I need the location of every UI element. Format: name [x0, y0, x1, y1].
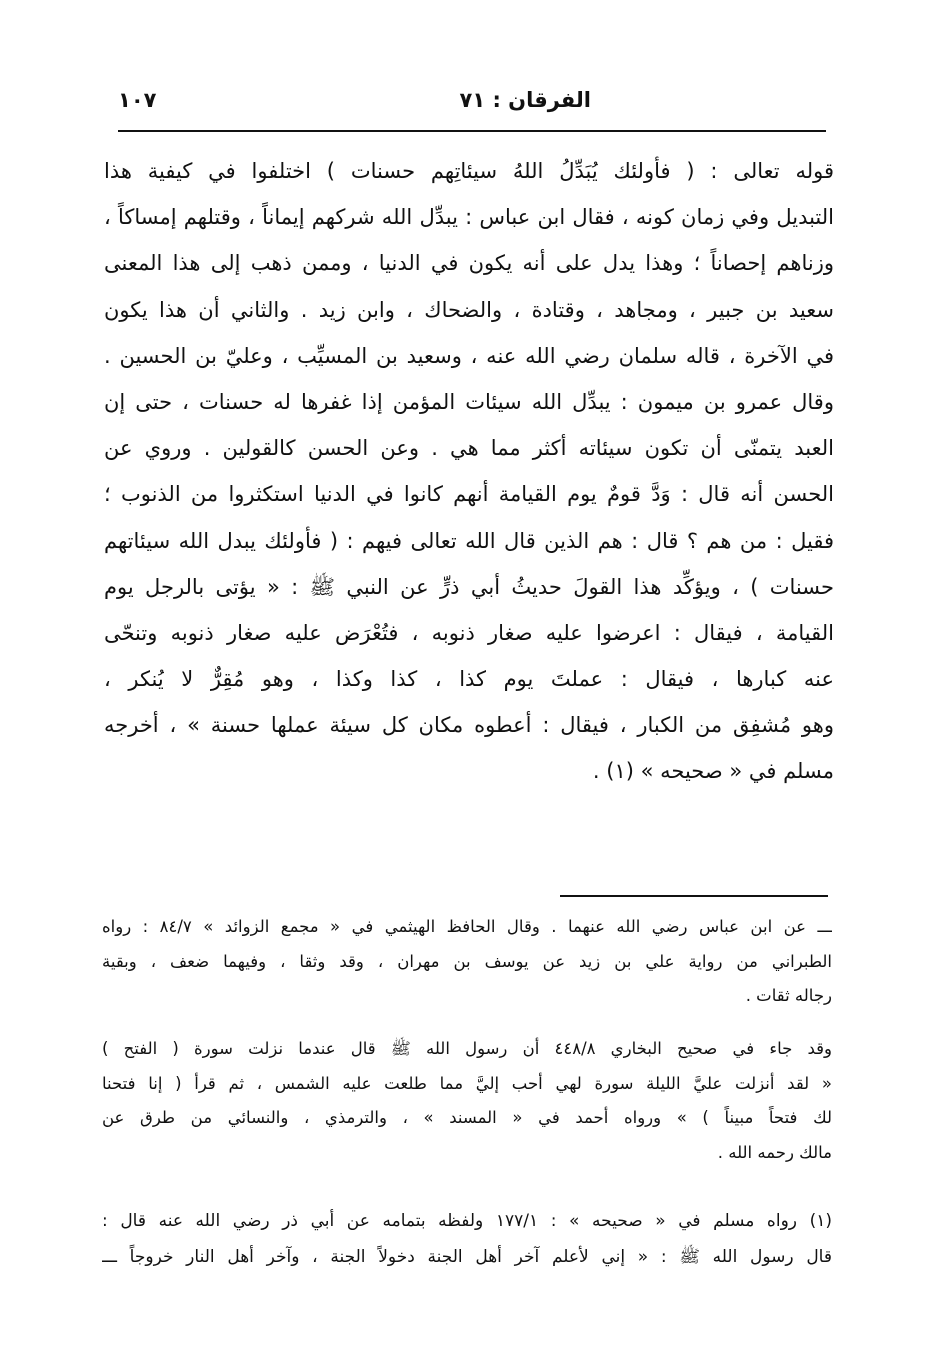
footnote-divider	[560, 895, 828, 897]
footnote-line: « لقد أنزلت عليَّ الليلة سورة لهي أحب إليَّ مما طلعت عليه الشمس ، ثم قرأ ( إنا فتحنا	[102, 1073, 832, 1093]
text-line: وقال عمرو بن ميمون : يبدِّل الله سيئات المؤمن إذا غفرها له حسنات ، حتى إن	[104, 389, 834, 414]
main-text	[104, 148, 834, 795]
text-line: فقيل : من هم ؟ قال : هم الذين قال الله تعالى فيهم : ( فأولئك يبدل الله سيئاتهم	[104, 528, 834, 553]
footnote-line: وقد جاء في صحيح البخاري ٤٤٨/٨ أن رسول الله ﷺ قال عندما نزلت سورة ( الفتح )	[102, 1039, 832, 1058]
text-line: وزناهم إحصاناً ؛ وهذا يدل على أنه يكون في الدنيا ، وممن ذهب إلى هذا المعنى	[104, 251, 834, 276]
text-line: التبديل وفي زمان كونه ، فقال ابن عباس : يبدِّل الله شركهم إيماناً ، وقتلهم إمساكاً ،	[104, 205, 834, 230]
footnote-line: قال رسول الله ﷺ : « إني لأعلم آخر أهل الجنة دخولاً الجنة ، وآخر أهل النار خروجاً ـــ	[102, 1247, 832, 1267]
text-line: حسنات ) ، ويؤكِّد هذا القولَ حديثُ أبي ذرٍّ عن النبي ﷺ : « يؤتى بالرجل يوم	[104, 574, 834, 599]
page-number: ١٠٧	[118, 88, 157, 112]
surah-verse-heading: الفرقان : ٧١	[459, 88, 591, 112]
text-line: وهو مُشفِق من الكبار ، فيقال : أعطوه مكان كل سيئة عملها حسنة » ، أخرجه	[104, 713, 834, 738]
footnote-line: لك فتحاً مبيناً ) » ورواه أحمد في « المسند » ، والترمذي ، والنسائي من طرق عن	[102, 1108, 832, 1127]
text-line: الحسن أنه قال : وَدَّ قومٌ يوم القيامة أنهم كانوا في الدنيا استكثروا من الذنوب ؛	[104, 482, 834, 507]
text-line: مسلم في « صحيحه » (١) .	[592, 759, 834, 784]
page-header	[118, 88, 823, 122]
footnote-1	[102, 1203, 832, 1275]
footnote-continuation	[102, 910, 832, 1014]
text-line: عنه كبارها ، فيقال : عملتَ يوم كذا ، كذا وكذا ، وهو مُقِرٌّ لا يُنكر ،	[104, 667, 834, 692]
header-divider	[118, 130, 826, 132]
text-line: في الآخرة ، قاله سلمان رضي الله عنه ، وسعيد بن المسيِّب ، وعليّ بن الحسين .	[104, 343, 834, 368]
footnote-line: الطبراني من رواية علي بن زيد عن يوسف بن مهران ، وقد وثقا ، وفيهما ضعف ، وبقية	[102, 951, 832, 971]
footnote-line: رجاله ثقات .	[745, 986, 832, 1005]
text-line: قوله تعالى : ( فأولئك يُبَدِّلُ اللهُ سيئاتِهم حسنات ) اختلفوا في كيفية هذا	[104, 159, 834, 183]
text-line: القيامة ، فيقال : اعرضوا عليه صغار ذنوبه ، فتُعْرَض عليه صغار ذنوبه وتنحّى	[104, 620, 834, 645]
text-line: العبد يتمنّى أن تكون سيئاته أكثر مما هي . وعن الحسن كالقولين . وروي عن	[104, 436, 834, 461]
footnote-paragraph	[102, 1032, 832, 1170]
footnote-line: مالك رحمه الله .	[717, 1142, 832, 1162]
footnote-line: (١) رواه مسلم في « صحيحه » : ١٧٧/١ ولفظه بتمامه عن أبي ذر رضي الله عنه قال :	[102, 1211, 832, 1231]
footnote-line: ـــ عن ابن عباس رضي الله عنهما . وقال الحافظ الهيثمي في « مجمع الزوائد » ٨٤/٧ : رواه	[102, 917, 832, 936]
text-line: سعيد بن جبير ، ومجاهد ، وقتادة ، والضحاك ، وابن زيد . والثاني أن هذا يكون	[104, 297, 834, 322]
